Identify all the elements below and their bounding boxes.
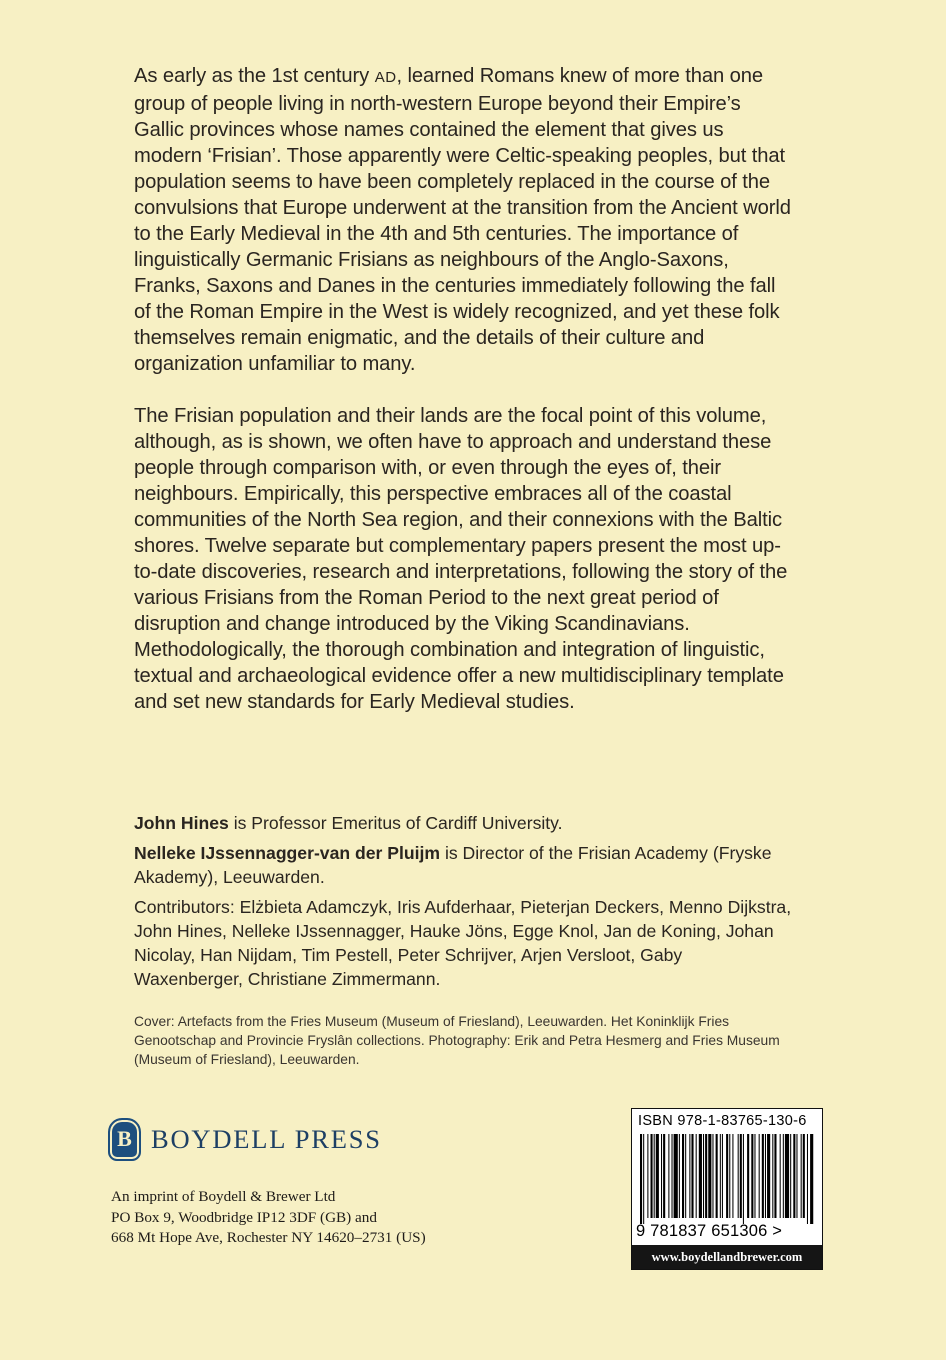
isbn-barcode-box	[631, 1108, 823, 1270]
barcode-bar	[785, 1134, 789, 1218]
editor-bio-1: John Hines is Professor Emeritus of Cardiff University.	[134, 813, 563, 833]
editor-name-1: John Hines	[134, 813, 229, 833]
barcode-bar	[767, 1134, 770, 1218]
barcode-bar	[765, 1134, 766, 1218]
barcode-bar	[685, 1134, 686, 1218]
barcode-bar	[708, 1134, 711, 1218]
back-cover-blurb	[134, 63, 794, 741]
barcode-bar	[679, 1134, 680, 1218]
barcode-bar	[783, 1134, 784, 1218]
barcode-bar	[751, 1134, 753, 1218]
barcode-bar	[803, 1134, 805, 1218]
barcode-bar	[643, 1134, 644, 1224]
imprint-line-1: An imprint of Boydell & Brewer Ltd	[111, 1188, 336, 1205]
barcode-bar	[732, 1134, 733, 1218]
publisher-website: www.boydellandbrewer.com	[632, 1245, 822, 1269]
barcode-bar	[703, 1134, 704, 1218]
editor-name-2: Nelleke IJssennagger-van der Pluijm	[134, 843, 441, 863]
barcode-bar	[716, 1134, 718, 1218]
barcode-bar	[647, 1134, 648, 1218]
barcode-bar	[654, 1134, 655, 1218]
barcode-bar	[674, 1134, 678, 1218]
isbn-label: ISBN 978-1-83765-130-6	[638, 1113, 807, 1129]
publisher-logo	[108, 1117, 382, 1161]
publisher-imprint	[111, 1187, 531, 1249]
publisher-name: BOYDELL PRESS	[151, 1123, 382, 1154]
barcode-bar	[759, 1134, 760, 1218]
cover-credit: Cover: Artefacts from the Fries Museum (Museum of Friesland), Leeuwarden. Het Koninklijk Fries Genootschap and Provincie Fryslân collections. Photography: Erik and Petra Hesmerg and Fries Museum (Museum of Friesland), Leeuwarden.	[134, 1014, 780, 1067]
barcode-digits: 9 781837 651306 >	[636, 1222, 783, 1240]
barcode-bar	[729, 1134, 730, 1218]
barcode-bars	[638, 1134, 816, 1224]
barcode-bar	[640, 1134, 642, 1224]
barcode-bar	[774, 1134, 776, 1218]
barcode-bar	[699, 1134, 702, 1218]
barcode-bar	[705, 1134, 707, 1218]
barcode-bar	[682, 1134, 684, 1218]
barcode-bar	[689, 1134, 690, 1218]
blurb-paragraph-1: As early as the 1st century AD, learned Romans knew of more than one group of people living in north-western Europe beyond their Empire’s Gallic provinces whose names contained the element that gives us modern ‘Frisian’. Those apparently were Celtic-speaking peoples, but that population seems to have been completely replaced in the course of the convulsions that Europe underwent at the transition from the Ancient world to the Early Medieval in the 4th and 5th centuries. The importance of linguistically Germanic Frisians as neighbours of the Anglo-Saxons, Franks, Saxons and Danes in the centuries immediately following the fall of the Roman Empire in the West is widely recognized, and yet these folk themselves remain enigmatic, and the details of their culture and organization unfamiliar to many.	[134, 65, 791, 375]
barcode-bar	[762, 1134, 764, 1218]
era-abbreviation: AD	[374, 69, 397, 86]
barcode-arrow: >	[772, 1222, 783, 1240]
barcode-bar	[743, 1134, 744, 1224]
barcode-bar	[740, 1134, 742, 1218]
barcode-bar	[738, 1134, 739, 1218]
barcode-bar	[780, 1134, 781, 1218]
barcode-bar	[810, 1134, 813, 1224]
author-bios	[134, 811, 794, 997]
boydell-shield-icon: B	[108, 1118, 141, 1161]
barcode-bar	[790, 1134, 791, 1218]
barcode-bar	[663, 1134, 665, 1218]
barcode-bar	[696, 1134, 697, 1218]
barcode-bar	[754, 1134, 755, 1218]
barcode-bar	[722, 1134, 723, 1218]
barcode-bar	[691, 1134, 693, 1218]
barcode-bar	[720, 1134, 721, 1218]
barcode-bar	[807, 1134, 808, 1224]
barcode-bar	[801, 1134, 802, 1218]
barcode-bar	[651, 1134, 653, 1218]
barcode-bar	[668, 1134, 669, 1218]
barcode-bar	[793, 1134, 795, 1218]
barcode-bar	[661, 1134, 662, 1218]
blurb-paragraph-2: The Frisian population and their lands are the focal point of this volume, although, as is shown, we often have to approach and understand these people through comparison with, or even through the eyes of, their neighbours. Empirically, this perspective embraces all of the coastal communities of the North Sea region, and their connexions with the Baltic shores. Twelve separate but complementary papers present the most up-to-date discoveries, research and interpretations, following the story of the various Frisians from the Roman Period to the next great period of disruption and change introduced by the Viking Scandinavians. Methodologically, the thorough combination and integration of linguistic, textual and archaeological evidence offer a new multidisciplinary template and set new standards for Early Medieval studies.	[134, 405, 788, 713]
editor-bio-2: Nelleke IJssennagger-van der Pluijm is Director of the Frisian Academy (Fryske Akademy), Leeuwarden.	[134, 843, 772, 887]
barcode-bar	[712, 1134, 713, 1218]
barcode-bar	[656, 1134, 659, 1218]
barcode-bar	[672, 1134, 673, 1218]
barcode-bar	[796, 1134, 797, 1218]
barcode-bar	[772, 1134, 773, 1218]
imprint-line-3: 668 Mt Hope Ave, Rochester NY 14620–2731 (US)	[111, 1229, 426, 1246]
barcode-bar	[747, 1134, 749, 1218]
barcode-bar	[726, 1134, 728, 1218]
imprint-line-2: PO Box 9, Woodbridge IP12 3DF (GB) and	[111, 1208, 377, 1226]
contributors-list: Contributors: Elżbieta Adamczyk, Iris Aufderhaar, Pieterjan Deckers, Menno Dijkstra, John Hines, Nelleke IJssennagger, Hauke Jöns, Egge Knol, Jan de Koning, Johan Nicolay, Han Nijdam, Tim Pestell, Peter Schrijver, Arjen Versloot, Gaby Waxenberger, Christiane Zimmermann.	[134, 897, 792, 989]
